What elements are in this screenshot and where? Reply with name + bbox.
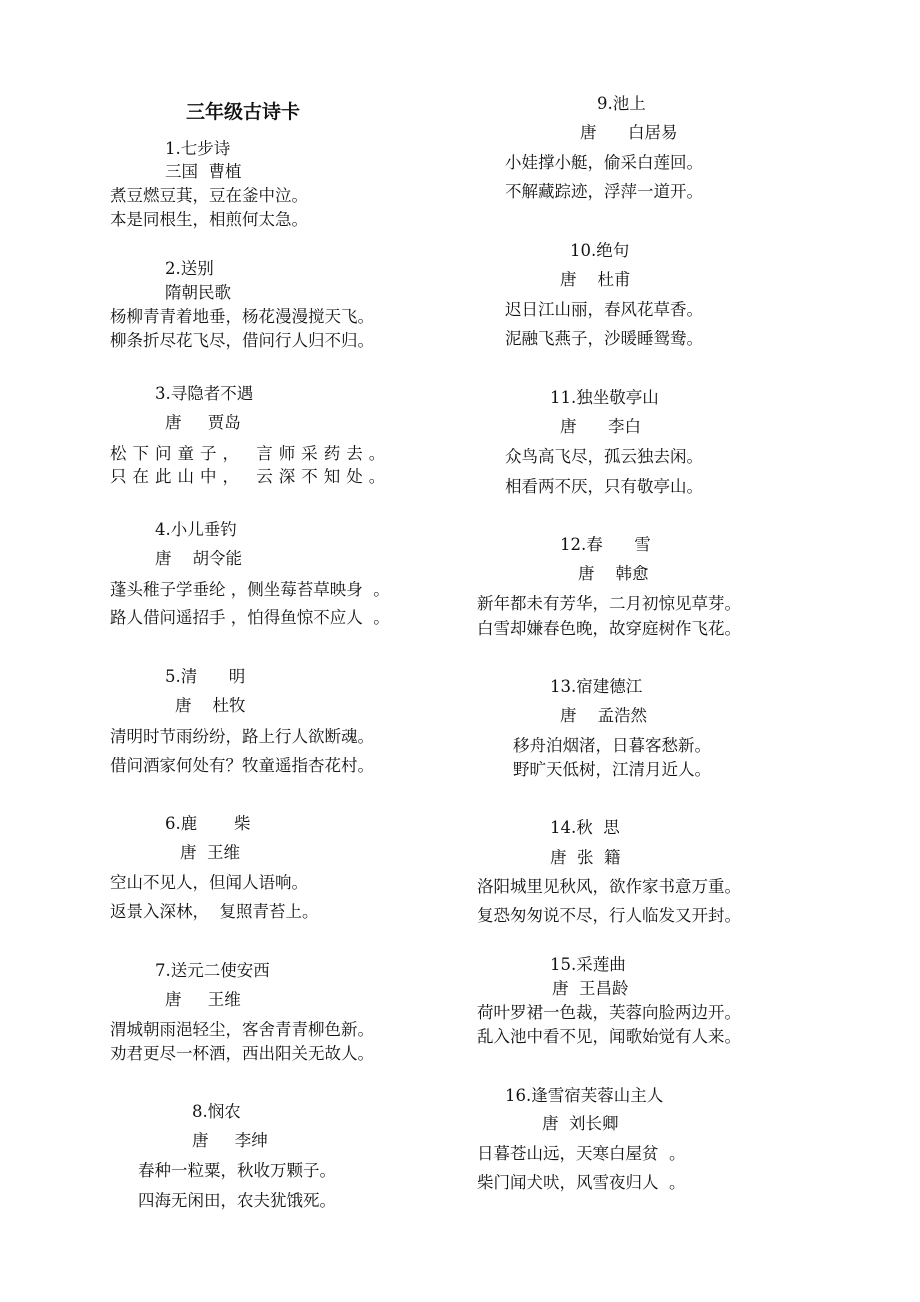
poem-1-line-2: 本是同根生，相煎何太急。 [110, 210, 308, 229]
poem-16-line-2: 柴门闻犬吠，风雪夜归人 。 [477, 1173, 686, 1192]
poem-13-line-2: 野旷天低树，江清月近人。 [513, 760, 711, 779]
poem-12-line-2: 白雪却嫌春色晚，故穿庭树作飞花。 [477, 619, 741, 638]
poem-10-line-2: 泥融飞燕子，沙暖睡鸳鸯。 [505, 329, 703, 348]
poem-12-title: 12.春 雪 [560, 535, 651, 554]
poem-4-line-2: 路人借问遥招手 ，怕得鱼惊不应人 。 [110, 608, 390, 627]
poem-6-title: 6.鹿 柴 [165, 814, 251, 833]
poem-14-author: 唐 张 籍 [550, 848, 621, 867]
poem-12-author: 唐 韩愈 [578, 564, 649, 583]
poem-1-title: 1.七步诗 [165, 139, 231, 158]
page-title: 三年级古诗卡 [186, 101, 301, 123]
poem-9-line-1: 小娃撑小艇，偷采白莲回。 [505, 153, 703, 172]
poem-3-author: 唐 贾岛 [165, 413, 241, 432]
poem-10-title: 10.绝句 [570, 241, 630, 260]
poem-16-title: 16.逢雪宿芙蓉山主人 [505, 1086, 664, 1105]
poem-15-line-2: 乱入池中看不见，闻歌始觉有人来。 [477, 1027, 741, 1046]
poem-7-title: 7.送元二使安西 [155, 961, 270, 980]
poem-15-line-1: 荷叶罗裙一色裁，芙蓉向脸两边开。 [477, 1003, 741, 1022]
poem-16-line-1: 日暮苍山远，天寒白屋贫 。 [477, 1144, 686, 1163]
poem-6-line-2: 返景入深林， 复照青苔上。 [110, 902, 319, 921]
poem-7-author: 唐 王维 [165, 990, 241, 1009]
poem-7-line-2: 劝君更尽一杯酒，西出阳关无故人。 [110, 1044, 374, 1063]
poem-3-title: 3.寻隐者不遇 [155, 384, 254, 403]
poem-11-title: 11.独坐敬亭山 [550, 388, 659, 407]
poem-5-line-1: 清明时节雨纷纷，路上行人欲断魂。 [110, 727, 374, 746]
poem-9-author: 唐 白居易 [580, 123, 678, 142]
poem-13-title: 13.宿建德江 [550, 677, 643, 696]
poem-2-author: 隋朝民歌 [165, 283, 231, 302]
poem-4-title: 4.小儿垂钓 [155, 520, 237, 539]
poem-5-line-2: 借问酒家何处有？牧童遥指杏花村。 [110, 756, 374, 775]
poem-1-author: 三国 曹植 [165, 162, 242, 181]
poem-15-title: 15.采莲曲 [550, 955, 626, 974]
poem-11-author: 唐 李白 [560, 417, 641, 436]
poem-4-author: 唐 胡令能 [155, 549, 242, 568]
poem-3-line-1: 松下问童子， 言师采药去。 [110, 444, 392, 463]
poem-5-author: 唐 杜牧 [175, 696, 246, 715]
poem-14-line-1: 洛阳城里见秋风，欲作家书意万重。 [477, 877, 741, 896]
poem-11-line-1: 众鸟高飞尽，孤云独去闲。 [505, 447, 703, 466]
poem-10-line-1: 迟日江山丽，春风花草香。 [505, 300, 703, 319]
poem-2-title: 2.送别 [165, 259, 214, 278]
poem-8-line-2: 四海无闲田，农夫犹饿死。 [138, 1191, 336, 1210]
poem-14-line-2: 复恐匆匆说不尽，行人临发又开封。 [477, 906, 741, 925]
poem-14-title: 14.秋 思 [550, 818, 620, 837]
poem-11-line-2: 相看两不厌，只有敬亭山。 [505, 477, 703, 496]
poem-5-title: 5.清 明 [165, 667, 246, 686]
poem-12-line-1: 新年都未有芳华，二月初惊见草芽。 [477, 594, 741, 613]
poem-7-line-1: 渭城朝雨浥轻尘，客舍青青柳色新。 [110, 1020, 374, 1039]
poem-16-author: 唐 刘长卿 [542, 1114, 619, 1133]
poem-9-line-2: 不解藏踪迹，浮萍一道开。 [505, 182, 703, 201]
poem-1-line-1: 煮豆燃豆萁，豆在釜中泣。 [110, 186, 308, 205]
poem-2-line-1: 杨柳青青着地垂，杨花漫漫搅天飞。 [110, 307, 374, 326]
poem-3-line-2: 只在此山中， 云深不知处。 [110, 467, 392, 486]
poem-2-line-2: 柳条折尽花飞尽，借问行人归不归。 [110, 331, 374, 350]
poem-13-line-1: 移舟泊烟渚，日暮客愁新。 [513, 736, 711, 755]
poem-6-line-1: 空山不见人，但闻人语响。 [110, 873, 308, 892]
poem-15-author: 唐 王昌龄 [552, 979, 629, 998]
poem-8-line-1: 春种一粒粟，秋收万颗子。 [138, 1161, 336, 1180]
poem-13-author: 唐 孟浩然 [560, 706, 647, 725]
poem-6-author: 唐 王维 [180, 843, 240, 862]
poem-10-author: 唐 杜甫 [560, 270, 631, 289]
poem-8-author: 唐 李绅 [192, 1131, 268, 1150]
poem-4-line-1: 蓬头稚子学垂纶 ，侧坐莓苔草映身 。 [110, 580, 390, 599]
poem-8-title: 8.悯农 [192, 1102, 241, 1121]
poem-9-title: 9.池上 [597, 94, 646, 113]
